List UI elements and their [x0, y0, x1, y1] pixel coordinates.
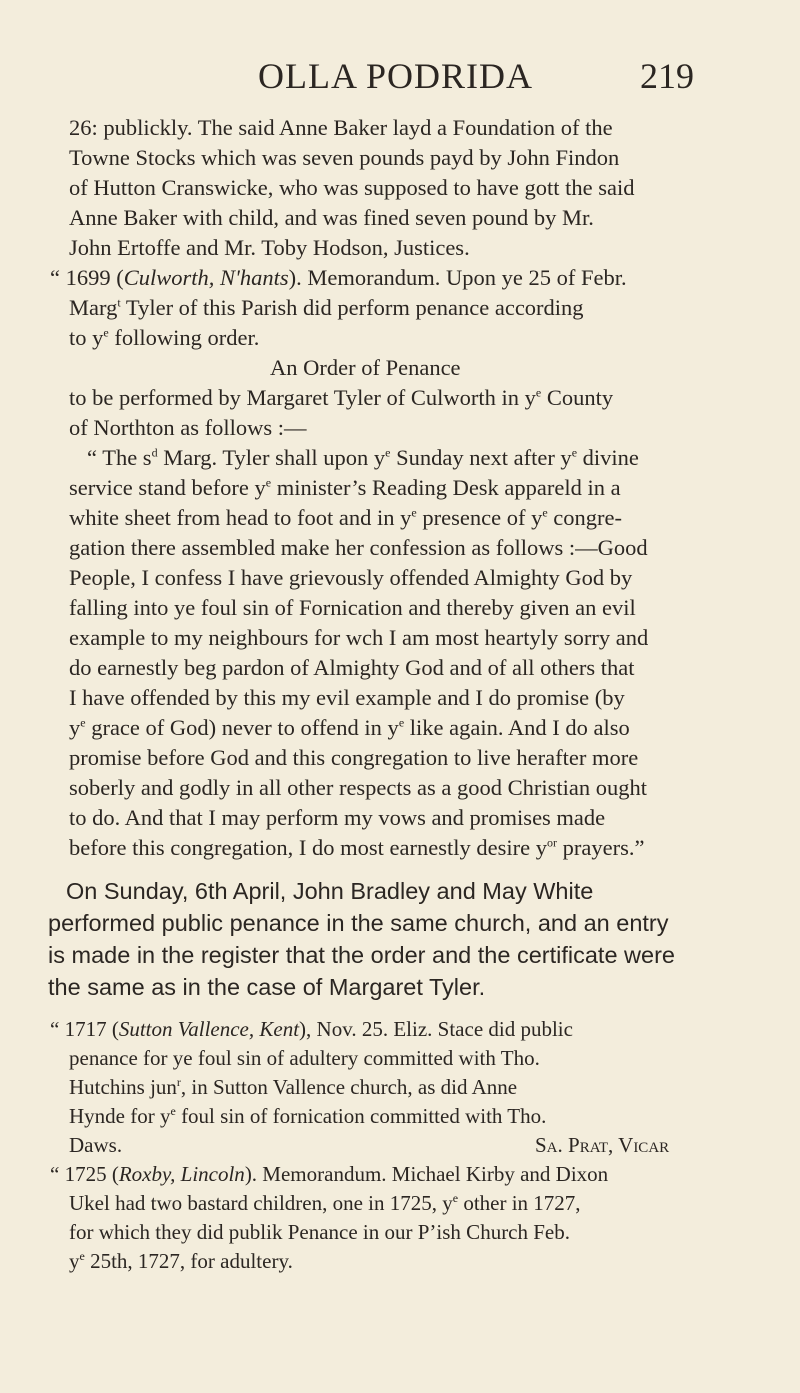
text-line: gation there assembled make her confession as follows :—Good	[69, 535, 648, 560]
text-line: to be performed by Margaret Tyler of Culworth in $y^e$ County	[69, 385, 614, 410]
commentary-line: performed public penance in the same church, and an entry	[48, 910, 669, 936]
text-line: $y^e$ grace of God) never to offend in $y^e$ like again. And I do also	[69, 715, 630, 740]
text-line: before this congregation, I do most earnestly desire $y^{or}$ prayers.”	[69, 835, 645, 860]
running-head	[0, 55, 800, 105]
commentary-line: the same as in the case of Margaret Tyler.	[48, 974, 486, 1000]
text-line: white sheet from head to foot and in $y^e$ presence of $y^e$ congre-	[69, 505, 622, 530]
text-line: “ 1717 (Sutton Vallence, Kent), Nov. 25. Eliz. Stace did public	[50, 1017, 573, 1041]
text-line: Marg$^t$ Tyler of this Parish did perform penance according	[69, 295, 584, 320]
text-line: Towne Stocks which was seven pounds payd by John Findon	[69, 145, 620, 170]
text-line: soberly and godly in all other respects as a good Christian ought	[69, 775, 648, 800]
text-line: $y^e$ 25th, 1727, for adultery.	[69, 1249, 293, 1273]
order-heading: An Order of Penance	[270, 355, 461, 380]
text-line: example to my neighbours for wch I am most heartyly sorry and	[69, 625, 649, 650]
text-line: Anne Baker with child, and was fined seven pound by Mr.	[69, 205, 594, 230]
running-title: OLLA PODRIDA	[258, 56, 534, 96]
vicar-signature: Sa. Prat, Vicar	[535, 1133, 670, 1157]
commentary-line: is made in the register that the order and the certificate were	[48, 942, 675, 968]
text-line: falling into ye foul sin of Fornication and thereby given an evil	[69, 595, 636, 620]
page-number: 219	[640, 56, 694, 96]
text-line: Ukel had two bastard children, one in 1725, $y^e$ other in 1727,	[69, 1191, 581, 1215]
text-line: 26: publickly. The said Anne Baker layd a Foundation of the	[69, 115, 613, 140]
text-line: Daws.	[69, 1133, 123, 1157]
text-line: “ 1699 (Culworth, N'hants). Memorandum. Upon ye 25 of Febr.	[50, 265, 627, 290]
commentary-line: On Sunday, 6th April, John Bradley and May White	[66, 878, 594, 904]
text-line: of Northton as follows :—	[69, 415, 307, 440]
text-line: of Hutton Cranswicke, who was supposed to have gott the said	[69, 175, 635, 200]
text-line: to do. And that I may perform my vows and promises made	[69, 805, 606, 830]
text-line: for which they did publik Penance in our P’ish Church Feb.	[69, 1220, 571, 1244]
text-line: John Ertoffe and Mr. Toby Hodson, Justices.	[69, 235, 470, 260]
text-line: People, I confess I have grievously offended Almighty God by	[69, 565, 633, 590]
text-line: Hynde for $y^e$ foul sin of fornication committed with Tho.	[69, 1104, 547, 1128]
text-line: penance for ye foul sin of adultery committed with Tho.	[69, 1046, 540, 1070]
text-line: Hutchins jun$^r$, in Sutton Vallence church, as did Anne	[69, 1075, 518, 1099]
text-line: service stand before $y^e$ minister’s Reading Desk appareld in a	[69, 475, 621, 500]
text-line: to $y^e$ following order.	[69, 325, 260, 350]
text-line: “ The $s^d$ Marg. Tyler shall upon $y^e$ Sunday next after $y^e$ divine	[87, 445, 639, 470]
text-line: “ 1725 (Roxby, Lincoln). Memorandum. Michael Kirby and Dixon	[50, 1162, 609, 1186]
text-line: do earnestly beg pardon of Almighty God and of all others that	[69, 655, 635, 680]
text-line: I have offended by this my evil example and I do promise (by	[69, 685, 625, 710]
text-line: promise before God and this congregation to live herafter more	[69, 745, 639, 770]
